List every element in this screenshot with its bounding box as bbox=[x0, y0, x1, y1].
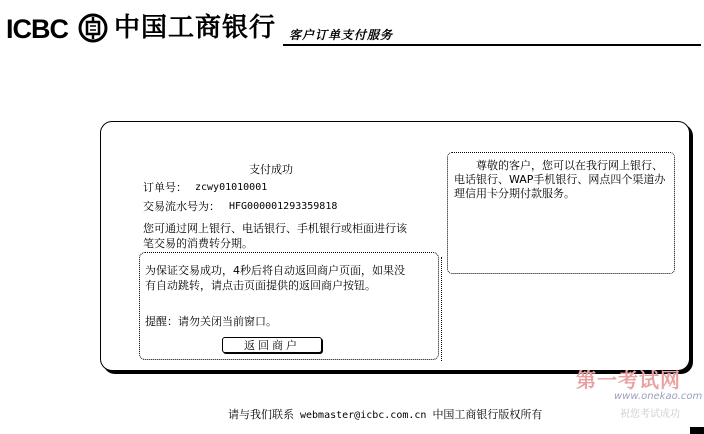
icbc-emblem-icon bbox=[78, 13, 108, 43]
watermark-slogan: 祝您考试成功 bbox=[620, 409, 680, 420]
payment-result-panel bbox=[100, 121, 690, 371]
return-to-merchant-button[interactable]: 返回商户 bbox=[222, 337, 322, 353]
footer bbox=[228, 407, 542, 424]
footer-bar bbox=[690, 427, 704, 434]
header-divider bbox=[283, 44, 701, 46]
page-title: 支付成功 bbox=[249, 163, 293, 176]
serial-number-label: 交易流水号为： bbox=[143, 200, 220, 213]
installment-tip-box bbox=[447, 152, 675, 274]
service-subtitle: 客户订单支付服务 bbox=[289, 28, 394, 42]
bank-name: 中国工商银行 bbox=[114, 13, 277, 43]
order-number-label: 订单号： bbox=[143, 181, 187, 194]
serial-number-value: HFG000001293359818 bbox=[229, 201, 338, 212]
redirect-notice-box bbox=[139, 252, 439, 360]
order-number-value: zcwy01010001 bbox=[195, 182, 268, 193]
icbc-logo-text: ICBC bbox=[6, 14, 68, 44]
contact-label: 请与我们联系 bbox=[228, 408, 294, 421]
watermark-title: 第一考试网 bbox=[576, 368, 681, 392]
copyright-text: 中国工商银行版权所有 bbox=[432, 408, 543, 421]
installment-info: 您可通过网上银行、电话银行、手机银行或柜面进行该笔交易的消费转分期。 bbox=[143, 222, 407, 250]
redirect-notice-text: 为保证交易成功，4秒后将自动返回商户页面，如果没有自动跳转，请点击页面提供的返回商户按钮。 bbox=[145, 264, 405, 292]
installment-tip-text: 尊敬的客户，您可以在我行网上银行、电话银行、WAP手机银行、网点四个渠道办理信用卡分期付款服务。 bbox=[454, 159, 666, 200]
header bbox=[0, 0, 704, 48]
watermark-url: www.onekao.com bbox=[614, 391, 703, 402]
contact-email-link[interactable]: webmaster@icbc.com.cn bbox=[300, 410, 427, 421]
close-window-warning: 提醒：请勿关闭当前窗口。 bbox=[145, 315, 277, 328]
